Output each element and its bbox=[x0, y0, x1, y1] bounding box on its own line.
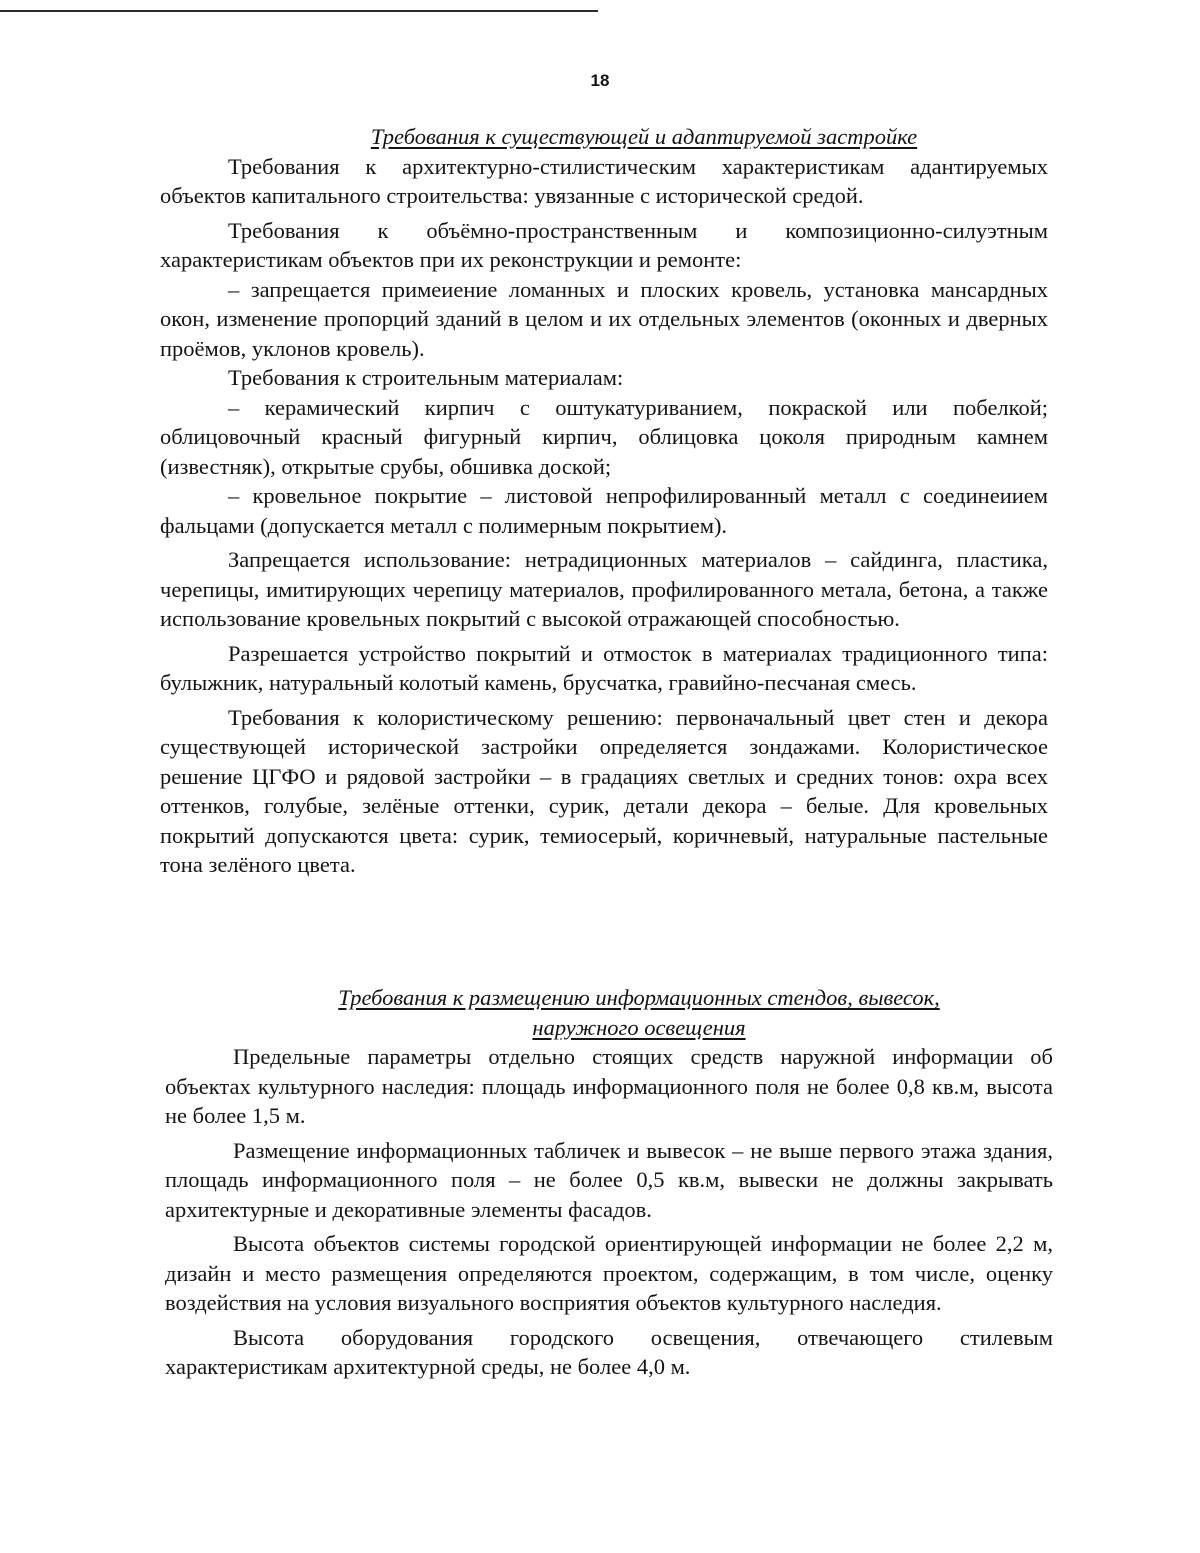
section-heading-line1: Требования к размещению информационных стендов, вывесок, bbox=[338, 985, 940, 1010]
paragraph: Требования к колористическому решению: первоначальный цвет стен и декора существующей исторической застройки определяется зондажами. Колористическое решение ЦГФО и рядовой застройки – в градациях светлых и средних тонов: охра всех оттенков, голубые, зелёные оттенки, сурик, детали декора – белые. Для кровельных покрытий допускаются цвета: сурик, темиосерый, коричневый, натуральные пастельные тона зелёного цвета. bbox=[160, 704, 1048, 877]
paragraph: – керамический кирпич с оштукатуриванием, покраской или побелкой; облицовочный красный фигурный кирпич, облицовка цоколя природным камнем (известняк), открытые срубы, обшивка доской; bbox=[160, 394, 1048, 479]
paragraph: Требования к архитектурно-стилистическим характеристикам адантируемых объектов капитального строительства: увязанные с исторической средой. bbox=[160, 153, 1048, 208]
section-heading: Требования к существующей и адаптируемой застройке bbox=[370, 124, 918, 149]
page-number: 18 bbox=[590, 71, 610, 90]
section-heading-line2: наружного освещения bbox=[532, 1014, 746, 1040]
paragraph: Запрещается использование: нетрадиционных материалов – сайдинга, пластика, черепицы, имитирующих черепицу материалов, профилированного метала, бетона, а также использование кровельных покрытий с высокой отражающей способностью. bbox=[160, 547, 1048, 631]
paragraph: Разрешается устройство покрытий и отмосток в материалах традиционного типа: булыжник, натуральный колотый камень, брусчатка, гравийно-песчаная смесь. bbox=[160, 640, 1048, 695]
paragraph: Требования к объёмно-пространственным и композиционно-силуэтным характеристикам объектов при их реконструкции и ремонте: bbox=[160, 217, 1048, 272]
section-information-stands bbox=[165, 983, 1053, 1382]
paragraph: Размещение информационных табличек и вывесок – не выше первого этажа здания, площадь информационного поля – не более 0,5 кв.м, вывески не должны закрывать архитектурные и декоративные элементы фасадов. bbox=[165, 1137, 1053, 1222]
top-scan-rule bbox=[0, 10, 598, 12]
section-existing-buildings bbox=[160, 122, 1048, 880]
paragraph: Высота объектов системы городской ориентирующей информации не более 2,2 м, дизайн и место размещения определяются проектом, содержащим, в том числе, оценку воздействия на условия визуального восприятия объектов культурного наследия. bbox=[165, 1231, 1053, 1315]
paragraph: – запрещается примеиение ломанных и плоских кровель, установка мансардных окон, изменение пропорций зданий в целом и их отдельных элементов (оконных и дверных проёмов, уклонов кровель). bbox=[160, 276, 1048, 361]
paragraph: Предельные параметры отдельно стоящих средств наружной информации об объектах культурного наследия: площадь информационного поля не более 0,8 кв.м, высота не более 1,5 м. bbox=[165, 1044, 1053, 1128]
paragraph: Высота оборудования городского освещения, отвечающего стилевым характеристикам архитектурной среды, не более 4,0 м. bbox=[165, 1324, 1053, 1379]
paragraph: Требования к строительным материалам: bbox=[228, 365, 624, 390]
paragraph: – кровельное покрытие – листовой непрофилированный металл с соединеиием фальцами (допускается металл с полимерным покрытием). bbox=[160, 483, 1048, 538]
